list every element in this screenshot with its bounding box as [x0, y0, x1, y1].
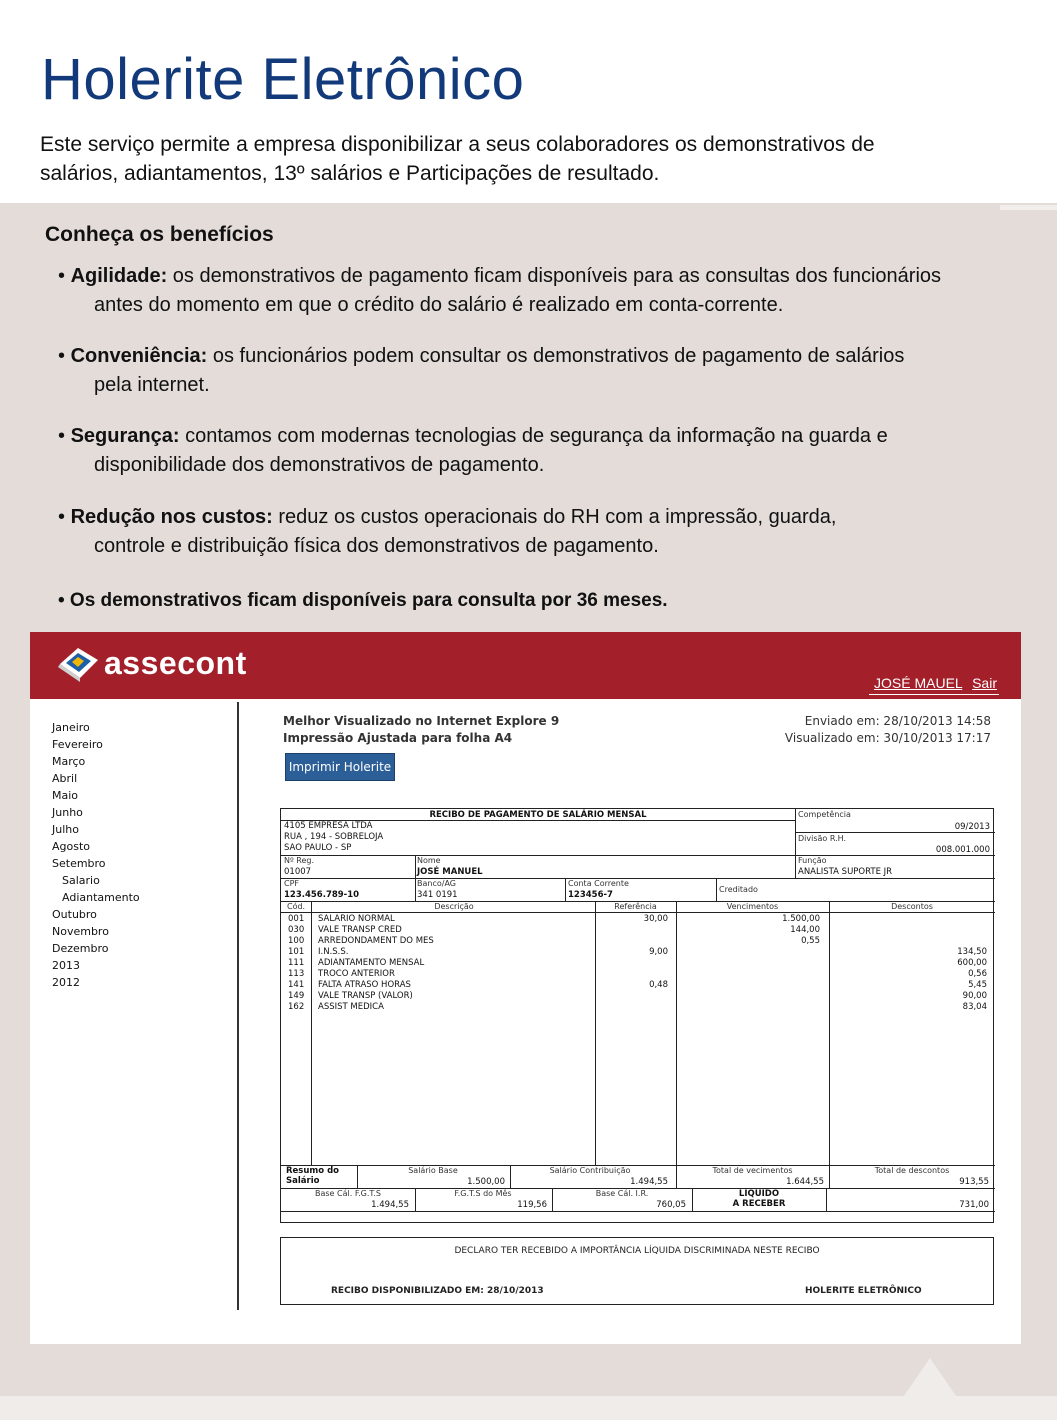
- page-title: Holerite Eletrônico: [41, 47, 525, 112]
- table-row: 111: [288, 958, 305, 968]
- table-row: ARREDONDAMENT DO MES: [318, 936, 434, 946]
- table-row: [676, 947, 820, 958]
- logo-text: assecont: [104, 644, 247, 681]
- sidebar-item-abril[interactable]: Abril: [52, 772, 78, 785]
- company-block: [284, 821, 383, 854]
- benefit-footer-note: • Os demonstrativos ficam disponíveis para consulta por 36 meses.: [58, 590, 668, 611]
- desc-column: [318, 914, 434, 1013]
- declaration-text: DECLARO TER RECEBIDO A IMPORTÂNCIA LÍQUIDA DISCRIMINADA NESTE RECIBO: [454, 1246, 820, 1256]
- benefit-label: Redução nos custos:: [70, 506, 273, 528]
- competencia-value: 09/2013: [954, 822, 990, 832]
- month-sidebar: [52, 719, 140, 991]
- col-descontos: Descontos: [891, 902, 933, 911]
- sidebar-item-julho[interactable]: Julho: [52, 823, 79, 836]
- payslip-receipt: [280, 808, 994, 1223]
- table-row: VALE TRANSP (VALOR): [318, 991, 413, 1001]
- venc-column: [676, 914, 820, 1013]
- sidebar-item-2012[interactable]: 2012: [52, 976, 80, 989]
- competencia-label: Competência: [798, 810, 851, 819]
- divider: [716, 878, 717, 901]
- benefit-item-reducao: [58, 503, 958, 561]
- conta-value: 123456-7: [568, 890, 613, 900]
- base-fgts-value: 1.494,55: [371, 1200, 409, 1210]
- liquido-label-line1: LIQUIDO: [738, 1189, 780, 1199]
- benefit-item-conveniencia: [58, 342, 958, 400]
- sidebar-item-marco[interactable]: Março: [52, 755, 86, 768]
- sidebar-divider: [237, 702, 239, 1310]
- divisao-value: 008.001.000: [935, 845, 990, 855]
- table-row: 600,00: [957, 958, 987, 968]
- base-fgts-label: Base Cál. F.G.T.S: [315, 1189, 381, 1198]
- bullet: •: [58, 425, 66, 447]
- top-section: [0, 0, 1057, 203]
- liquido-label-line2: A RECEBER: [732, 1199, 786, 1209]
- banco-value: 341 0191: [417, 890, 458, 900]
- benefits-title: Conheça os benefícios: [45, 223, 274, 246]
- table-row: ASSIST MEDICA: [318, 1002, 384, 1012]
- divider: [565, 878, 566, 901]
- user-name-link[interactable]: JOSÉ MAUEL: [874, 675, 963, 691]
- salario-base-value: 1.500,00: [467, 1177, 505, 1187]
- table-row: 134,50: [957, 947, 987, 957]
- viewed-date: Visualizado em: 30/10/2013 17:17: [784, 731, 991, 745]
- table-row: 141: [288, 980, 305, 990]
- bottom-strip: [0, 1396, 1057, 1420]
- benefit-text-cont: antes do momento em que o crédito do salário é realizado em conta-corrente.: [94, 294, 784, 316]
- cpf-value: 123.456.789-10: [284, 890, 360, 900]
- table-row: SALARIO NORMAL: [318, 914, 395, 924]
- table-row: I.N.S.S.: [318, 947, 349, 957]
- table-row: 101: [288, 947, 305, 957]
- sidebar-item-maio[interactable]: Maio: [52, 789, 79, 802]
- table-row: [595, 936, 668, 947]
- table-row: 144,00: [790, 925, 820, 935]
- funcao-value: ANALISTA SUPORTE JR: [798, 867, 893, 877]
- print-button[interactable]: Imprimir Holerite: [285, 753, 395, 781]
- benefit-label: Conveniência:: [70, 345, 208, 367]
- cpf-label: CPF: [284, 879, 300, 888]
- total-venc-value: 1.644,55: [786, 1177, 824, 1187]
- table-row: 100: [288, 936, 305, 946]
- intro-text: Este serviço permite a empresa disponibilizar a seus colaboradores os demonstrativos de salários, adiantamentos, 13º salários e Participações de resultado.: [40, 133, 875, 185]
- table-row: [829, 925, 987, 936]
- col-descricao: Descrição: [434, 902, 474, 911]
- company-name: 4105 EMPRESA LTDA: [284, 821, 373, 831]
- sidebar-item-fevereiro[interactable]: Fevereiro: [52, 738, 103, 751]
- table-row: [595, 969, 668, 980]
- bullet: •: [58, 345, 66, 367]
- fgts-mes-value: 119,56: [517, 1200, 547, 1210]
- liquido-value: 731,00: [959, 1200, 989, 1210]
- divider: [311, 901, 312, 1165]
- sidebar-subitem-adiantamento[interactable]: Adiantamento: [62, 891, 140, 904]
- divider: [281, 878, 995, 879]
- table-row: [829, 914, 987, 925]
- holerite-text: HOLERITE ELETRÔNICO: [805, 1286, 922, 1296]
- base-ir-value: 760,05: [656, 1200, 686, 1210]
- table-row: 0,48: [649, 980, 668, 990]
- table-row: 001: [288, 914, 305, 924]
- table-row: 162: [288, 1002, 305, 1012]
- divisao-label: Divisão R.H.: [798, 834, 847, 843]
- table-row: [676, 969, 820, 980]
- col-cod: Cód.: [287, 902, 306, 911]
- benefit-item-agilidade: [58, 262, 958, 320]
- table-row: 0,55: [801, 936, 820, 946]
- table-row: [676, 1002, 820, 1013]
- descontos-column: [829, 914, 987, 1013]
- cod-column: [288, 914, 304, 1013]
- liquido-label: [692, 1189, 826, 1209]
- logout-link[interactable]: Sair: [972, 675, 997, 691]
- browser-note: Melhor Visualizado no Internet Explore 9: [283, 714, 560, 728]
- print-note: Impressão Ajustada para folha A4: [283, 731, 513, 745]
- table-row: [676, 958, 820, 969]
- table-row: 9,00: [649, 947, 668, 957]
- sidebar-item-agosto[interactable]: Agosto: [52, 840, 91, 853]
- divider: [826, 1188, 827, 1211]
- sidebar-item-janeiro[interactable]: Janeiro: [52, 721, 90, 734]
- table-row: TROCO ANTERIOR: [318, 969, 395, 979]
- col-vencimentos: Vencimentos: [726, 902, 779, 911]
- total-desc-value: 913,55: [959, 1177, 989, 1187]
- funcao-label: Função: [798, 856, 827, 865]
- benefit-label: Agilidade:: [70, 265, 168, 287]
- benefit-text: os funcionários podem consultar os demonstrativos de pagamento de salários: [207, 345, 905, 367]
- table-row: [676, 991, 820, 1002]
- reg-label: Nº Reg.: [284, 856, 315, 865]
- benefit-text-cont: controle e distribuição física dos demonstrativos de pagamento.: [94, 535, 659, 557]
- nome-value: JOSÉ MANUEL: [417, 867, 483, 877]
- app-header: [30, 632, 1021, 699]
- logo[interactable]: [54, 642, 247, 684]
- divider: [281, 1211, 995, 1212]
- sidebar-item-setembro[interactable]: Setembro: [52, 857, 106, 870]
- ref-column: [595, 914, 668, 1013]
- table-row: 149: [288, 991, 305, 1001]
- table-row: VALE TRANSP CRED: [318, 925, 402, 935]
- benefit-text-cont: pela internet.: [94, 374, 210, 396]
- salario-contrib-label: Salário Contribuição: [549, 1166, 631, 1175]
- table-row: [595, 925, 668, 936]
- benefit-text: reduz os custos operacionais do RH com a impressão, guarda,: [272, 506, 837, 528]
- table-row: ADIANTAMENTO MENSAL: [318, 958, 425, 968]
- divider: [281, 912, 995, 913]
- sidebar-item-outubro[interactable]: Outubro: [52, 908, 97, 921]
- reg-value: 01007: [284, 867, 312, 877]
- benefit-text-cont: disponibilidade dos demonstrativos de pagamento.: [94, 454, 545, 476]
- sidebar-item-2013[interactable]: 2013: [52, 959, 80, 972]
- table-row: 83,04: [962, 1002, 987, 1012]
- table-row: [829, 936, 987, 947]
- divider: [281, 855, 995, 856]
- base-ir-label: Base Cál. I.R.: [595, 1189, 649, 1198]
- sidebar-item-junho[interactable]: Junho: [52, 806, 83, 819]
- col-referencia: Referência: [614, 902, 657, 911]
- panel-notch: [1000, 205, 1057, 210]
- table-row: [595, 991, 668, 1002]
- sidebar-item-novembro[interactable]: Novembro: [52, 925, 109, 938]
- table-row: 90,00: [962, 991, 987, 1001]
- declaration-box: [280, 1237, 994, 1305]
- benefit-text: contamos com modernas tecnologias de segurança da informação na guarda e: [179, 425, 888, 447]
- salario-contrib-value: 1.494,55: [630, 1177, 668, 1187]
- divider: [795, 809, 796, 878]
- user-underline: [869, 694, 999, 695]
- table-row: 5,45: [968, 980, 987, 990]
- company-address: RUA , 194 - SOBRELOJA: [284, 832, 384, 842]
- conta-label: Conta Corrente: [568, 879, 629, 888]
- app-screenshot: [30, 632, 1021, 1344]
- company-city: SAO PAULO - SP: [284, 843, 352, 853]
- resumo-label: Resumo do Salário: [286, 1166, 340, 1186]
- total-desc-label: Total de descontos: [874, 1166, 950, 1175]
- receipt-title: RECIBO DE PAGAMENTO DE SALÁRIO MENSAL: [429, 810, 647, 820]
- benefit-label: Segurança:: [70, 425, 180, 447]
- disponibilizado-text: RECIBO DISPONIBILIZADO EM: 28/10/2013: [331, 1286, 544, 1296]
- bullet: •: [58, 506, 66, 528]
- logo-mark-icon: [54, 642, 102, 684]
- table-row: 30,00: [643, 914, 668, 924]
- arrow-decoration-icon: [904, 1358, 956, 1396]
- total-venc-label: Total de vecimentos: [712, 1166, 793, 1175]
- table-row: 030: [288, 925, 305, 935]
- table-row: [595, 958, 668, 969]
- nome-label: Nome: [417, 856, 441, 865]
- sidebar-subitem-salario[interactable]: Salario: [62, 874, 100, 887]
- bullet: •: [58, 265, 66, 287]
- benefit-item-seguranca: [58, 422, 958, 480]
- table-row: FALTA ATRASO HORAS: [318, 980, 411, 990]
- table-row: 113: [288, 969, 305, 979]
- dates-info: [785, 713, 991, 747]
- table-row: [595, 1002, 668, 1013]
- user-area: [868, 675, 997, 691]
- table-row: 1.500,00: [782, 914, 820, 924]
- sent-date: Enviado em: 28/10/2013 14:58: [804, 714, 991, 728]
- table-row: 0,56: [968, 969, 987, 979]
- creditado-label: Creditado: [719, 885, 758, 894]
- benefit-text: os demonstrativos de pagamento ficam disponíveis para as consultas dos funcionários: [167, 265, 942, 287]
- salario-base-label: Salário Base: [408, 1166, 458, 1175]
- divider: [795, 832, 995, 833]
- view-info: [283, 713, 559, 747]
- table-row: [676, 980, 820, 991]
- sidebar-item-dezembro[interactable]: Dezembro: [52, 942, 109, 955]
- fgts-mes-label: F.G.T.S do Mês: [454, 1189, 512, 1198]
- banco-label: Banco/AG: [417, 879, 456, 888]
